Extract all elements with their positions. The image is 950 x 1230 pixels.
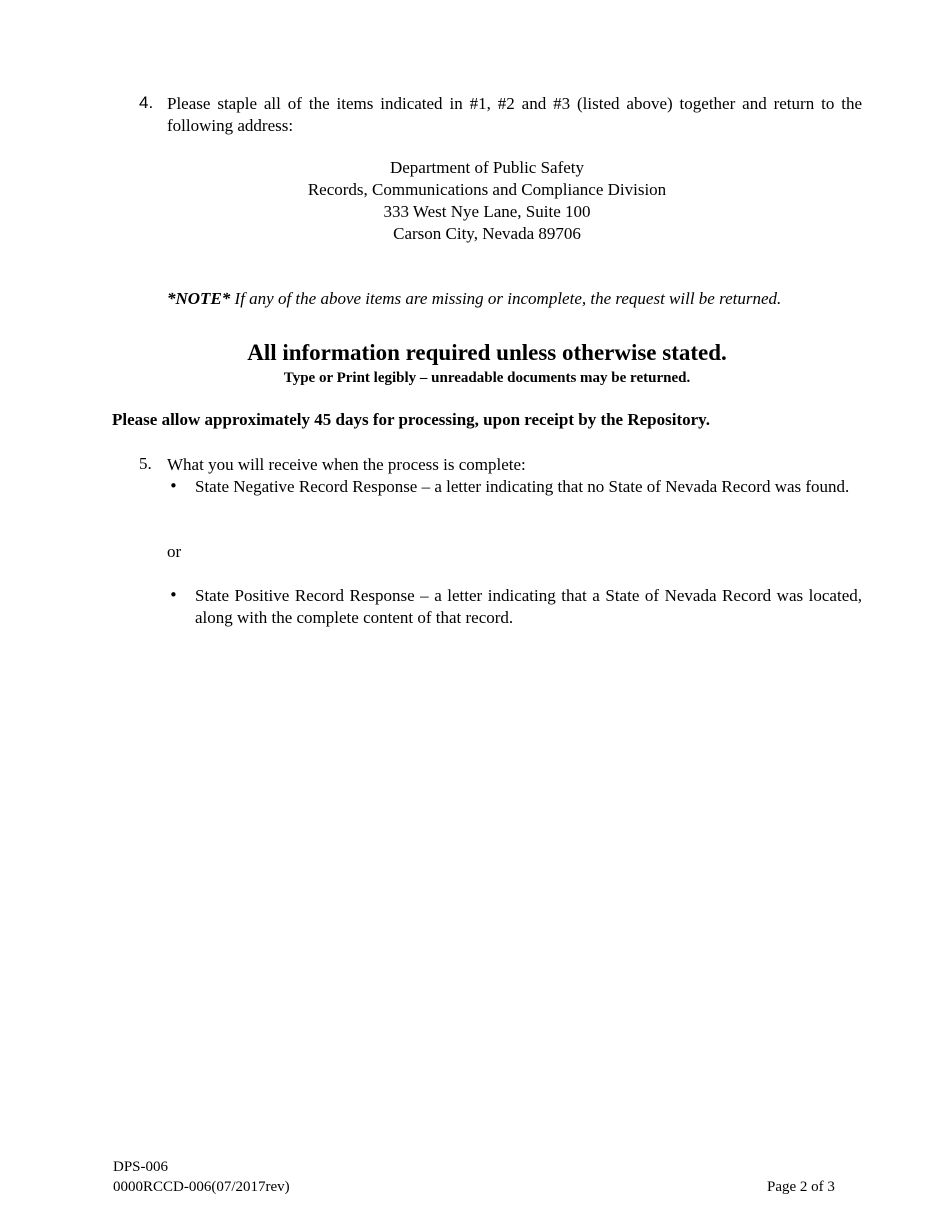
note [167,288,867,310]
note-label: *NOTE* [167,289,231,308]
item-4-number: 4. [139,93,154,112]
footer-page-number: Page 2 of 3 [767,1179,835,1195]
item-4-text: Please staple all of the items indicated in #1, #2 and #3 (listed above) together and return to the following address: [167,94,862,135]
address-line-3: 333 West Nye Lane, Suite 100 [383,202,591,221]
bullet-positive: • [169,586,178,604]
or-text: or [167,542,182,561]
processing-time-notice: Please allow approximately 45 days for processing, upon receipt by the Repository. [112,410,710,429]
mailing-address [167,157,807,245]
address-line-1: Department of Public Safety [389,158,585,177]
footer-form-id: DPS-006 [113,1159,169,1175]
legibility-subheading: Type or Print legibly – unreadable documents may be returned. [283,370,691,386]
address-line-2: Records, Communications and Compliance Division [307,180,667,199]
negative-response-text: State Negative Record Response – a letter indicating that no State of Nevada Record was found. [195,477,850,496]
positive-response-text: State Positive Record Response – a letter indicating that a State of Nevada Record was located, along with the complete content of that record. [195,586,862,627]
footer-revision: 0000RCCD-006(07/2017rev) [113,1179,290,1195]
required-info-heading: All information required unless otherwise stated. [247,340,727,365]
address-line-4: Carson City, Nevada 89706 [393,224,581,243]
item-5-text: What you will receive when the process is complete: [167,455,526,474]
note-text: If any of the above items are missing or incomplete, the request will be returned. [230,289,782,308]
bullet-negative: • [169,477,178,495]
item-5-number: 5. [139,454,152,473]
